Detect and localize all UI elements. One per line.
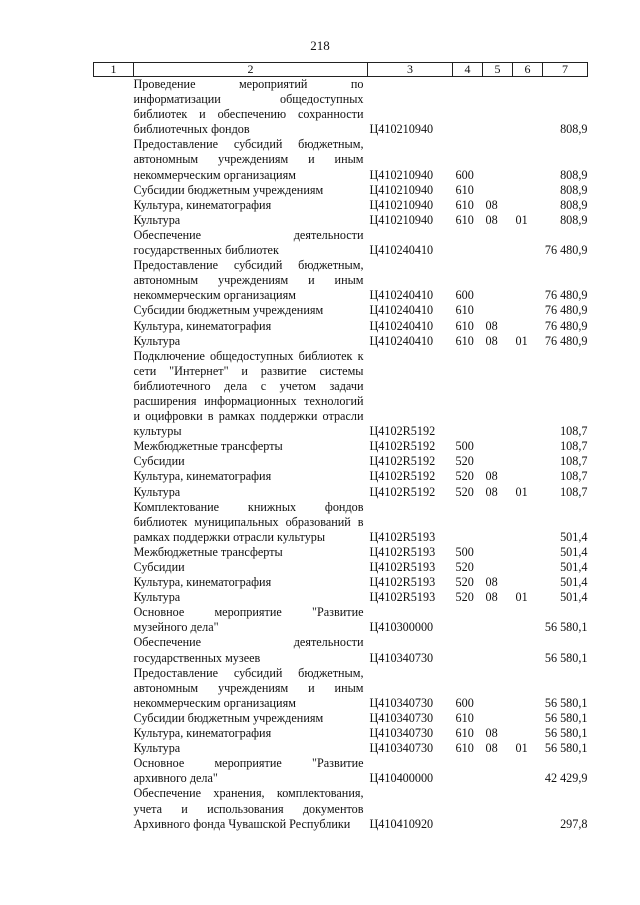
target-article-code: Ц4102R5192 [369, 424, 436, 439]
table-row [94, 439, 588, 454]
section-code: 08 [485, 469, 498, 484]
row-blank-cell [94, 228, 134, 258]
item-name: Обеспечение хранения, комплектования, учета и использования документов Архивного фонда Чувашской Республики [133, 786, 364, 831]
target-article-code: Ц4102R5192 [369, 469, 436, 484]
row-blank-cell [94, 319, 134, 334]
table-row [94, 319, 588, 334]
amount: 808,9 [560, 197, 588, 212]
item-name: Субсидии бюджетным учреждениям [133, 182, 324, 197]
column-number-5: 5 [483, 63, 513, 77]
table-row [94, 635, 588, 665]
row-blank-cell [94, 756, 134, 786]
subsection-code [513, 605, 543, 635]
expense-type-code: 610 [455, 182, 474, 197]
row-blank-cell [94, 349, 134, 440]
row-blank-cell [94, 183, 134, 198]
expense-type-code [453, 77, 483, 138]
subsection-code [513, 137, 543, 182]
target-article-code: Ц410340730 [369, 650, 434, 665]
target-article-code: Ц4102R5193 [369, 544, 436, 559]
section-code: 08 [485, 197, 498, 212]
item-name: Основное мероприятие "Развитие музейного дела" [133, 605, 364, 635]
expense-type-code [453, 605, 483, 635]
row-blank-cell [94, 635, 134, 665]
table-row [94, 590, 588, 605]
table-row [94, 666, 588, 711]
target-article-code: Ц410400000 [369, 771, 434, 786]
expense-type-code: 520 [455, 560, 474, 574]
subsection-code [513, 198, 543, 213]
table-row [94, 469, 588, 484]
item-name: Культура [133, 484, 181, 499]
column-number-row [94, 63, 588, 77]
item-name: Межбюджетные трансферты [133, 544, 283, 559]
item-name: Обеспечение деятельности государственных музеев [133, 635, 364, 665]
target-article-code: Ц410240410 [369, 318, 434, 333]
item-name: Субсидии бюджетным учреждениям [133, 303, 324, 318]
expense-type-code [453, 786, 483, 831]
section-code [483, 666, 513, 711]
page-number: 218 [310, 38, 330, 53]
section-code [483, 258, 513, 303]
subsection-code: 01 [515, 741, 528, 756]
target-article-code: Ц4102R5192 [369, 439, 436, 454]
row-blank-cell [94, 334, 134, 349]
section-code [483, 756, 513, 786]
row-blank-cell [94, 198, 134, 213]
table-row [94, 485, 588, 500]
amount: 108,7 [560, 454, 588, 469]
section-code [483, 454, 513, 469]
target-article-code: Ц410210940 [369, 122, 434, 137]
subsection-code: 01 [515, 333, 528, 348]
subsection-code [513, 454, 543, 469]
section-code: 08 [485, 333, 498, 348]
table-row [94, 454, 588, 469]
subsection-code [513, 711, 543, 726]
item-name: Культура [133, 212, 181, 227]
subsection-code [513, 228, 543, 258]
target-article-code: Ц410340730 [369, 695, 434, 710]
section-code [483, 228, 513, 258]
row-blank-cell [94, 469, 134, 484]
table-row [94, 183, 588, 198]
table-header [94, 63, 588, 77]
amount: 108,7 [560, 439, 588, 454]
expense-type-code: 520 [455, 469, 474, 484]
table-row [94, 500, 588, 545]
amount: 108,7 [560, 424, 588, 439]
row-blank-cell [94, 590, 134, 605]
section-code [483, 303, 513, 318]
item-name: Культура, кинематография [133, 197, 272, 212]
amount: 56 580,1 [544, 695, 588, 710]
target-article-code: Ц410410920 [369, 816, 434, 831]
target-article-code: Ц4102R5193 [369, 575, 436, 590]
subsection-code [513, 319, 543, 334]
item-name: Проведение мероприятий по информатизации общедоступных библиотек и обеспечению сохранности библиотечных фондов [133, 77, 364, 137]
subsection-code [513, 560, 543, 575]
row-blank-cell [94, 439, 134, 454]
subsection-code [513, 500, 543, 545]
amount: 808,9 [560, 212, 588, 227]
subsection-code [513, 349, 543, 440]
column-number-7: 7 [543, 63, 588, 77]
section-code: 08 [485, 212, 498, 227]
table-row [94, 334, 588, 349]
item-name: Культура [133, 333, 181, 348]
table-row [94, 575, 588, 590]
section-code: 08 [485, 590, 498, 605]
table-row [94, 741, 588, 756]
amount: 76 480,9 [544, 318, 588, 333]
section-code [483, 439, 513, 454]
item-name: Предоставление субсидий бюджетным, автономным учреждениям и иным некоммерческим организациям [133, 137, 364, 182]
section-code: 08 [485, 575, 498, 590]
expense-type-code: 610 [455, 303, 474, 318]
row-blank-cell [94, 137, 134, 182]
row-blank-cell [94, 605, 134, 635]
subsection-code [513, 666, 543, 711]
table-row [94, 137, 588, 182]
row-blank-cell [94, 500, 134, 545]
section-code [483, 635, 513, 665]
item-name: Комплектование книжных фондов библиотек муниципальных образований в рамках поддержки отрасли культуры [133, 499, 364, 544]
item-name: Субсидии бюджетным учреждениям [133, 710, 324, 725]
expense-type-code: 610 [455, 197, 474, 212]
amount: 56 580,1 [544, 741, 588, 756]
expense-type-code: 500 [455, 439, 474, 454]
column-number-1: 1 [94, 63, 134, 77]
expense-type-code [453, 500, 483, 545]
row-blank-cell [94, 575, 134, 590]
amount: 108,7 [560, 469, 588, 484]
subsection-code [513, 258, 543, 303]
budget-table [93, 62, 588, 832]
item-name: Культура [133, 741, 181, 756]
table-row [94, 303, 588, 318]
section-code: 08 [485, 741, 498, 756]
item-name: Культура, кинематография [133, 469, 272, 484]
target-article-code: Ц4102R5193 [369, 560, 436, 574]
item-name: Субсидии [133, 560, 185, 574]
amount: 297,8 [560, 816, 588, 831]
amount: 501,4 [560, 575, 588, 590]
expense-type-code: 610 [455, 333, 474, 348]
section-code [483, 786, 513, 831]
column-number-4: 4 [453, 63, 483, 77]
amount: 42 429,9 [544, 771, 588, 786]
subsection-code [513, 183, 543, 198]
expense-type-code: 520 [455, 484, 474, 499]
table-row [94, 258, 588, 303]
table-row [94, 726, 588, 741]
expense-type-code: 610 [455, 741, 474, 756]
subsection-code [513, 635, 543, 665]
target-article-code: Ц410340730 [369, 741, 434, 756]
row-blank-cell [94, 77, 134, 138]
section-code [483, 137, 513, 182]
target-article-code: Ц410240410 [369, 288, 434, 303]
section-code [483, 545, 513, 560]
table-row [94, 228, 588, 258]
expense-type-code: 600 [455, 288, 474, 303]
column-number-6: 6 [513, 63, 543, 77]
target-article-code: Ц410340730 [369, 710, 434, 725]
expense-type-code: 520 [455, 575, 474, 590]
section-code: 08 [485, 318, 498, 333]
section-code [483, 349, 513, 440]
amount: 501,4 [560, 529, 588, 544]
amount: 76 480,9 [544, 243, 588, 258]
table-row [94, 349, 588, 440]
expense-type-code [453, 635, 483, 665]
target-article-code: Ц4102R5192 [369, 454, 436, 469]
table-row [94, 605, 588, 635]
expense-type-code: 610 [455, 318, 474, 333]
item-name: Обеспечение деятельности государственных библиотек [133, 227, 364, 258]
table-body [94, 77, 588, 832]
section-code [483, 560, 513, 575]
section-code [483, 605, 513, 635]
target-article-code: Ц4102R5193 [369, 590, 436, 605]
target-article-code: Ц410300000 [369, 620, 434, 635]
expense-type-code: 600 [455, 695, 474, 710]
item-name: Предоставление субсидий бюджетным, автономным учреждениям и иным некоммерческим организациям [133, 665, 364, 710]
expense-type-code: 610 [455, 212, 474, 227]
subsection-code [513, 545, 543, 560]
item-name: Культура, кинематография [133, 318, 272, 333]
target-article-code: Ц410210940 [369, 197, 434, 212]
amount: 808,9 [560, 167, 588, 182]
table-row [94, 560, 588, 575]
item-name: Основное мероприятие "Развитие архивного дела" [133, 756, 364, 786]
target-article-code: Ц410210940 [369, 182, 434, 197]
table-row [94, 213, 588, 228]
expense-type-code: 600 [455, 167, 474, 182]
table-row [94, 756, 588, 786]
expense-type-code: 610 [455, 726, 474, 741]
column-number-2: 2 [134, 63, 368, 77]
row-blank-cell [94, 666, 134, 711]
subsection-code [513, 756, 543, 786]
amount: 501,4 [560, 560, 588, 574]
section-code [483, 77, 513, 138]
expense-type-code [453, 349, 483, 440]
subsection-code [513, 303, 543, 318]
target-article-code: Ц410210940 [369, 212, 434, 227]
amount: 76 480,9 [544, 288, 588, 303]
subsection-code [513, 77, 543, 138]
amount: 501,4 [560, 544, 588, 559]
row-blank-cell [94, 711, 134, 726]
amount: 56 580,1 [544, 620, 588, 635]
expense-type-code: 610 [455, 710, 474, 725]
row-blank-cell [94, 454, 134, 469]
subsection-code [513, 575, 543, 590]
expense-type-code: 520 [455, 590, 474, 605]
row-blank-cell [94, 560, 134, 575]
target-article-code: Ц4102R5192 [369, 484, 436, 499]
item-name: Предоставление субсидий бюджетным, автономным учреждениям и иным некоммерческим организациям [133, 258, 364, 303]
subsection-code: 01 [515, 212, 528, 227]
expense-type-code [453, 756, 483, 786]
subsection-code: 01 [515, 484, 528, 499]
target-article-code: Ц410340730 [369, 726, 434, 741]
row-blank-cell [94, 545, 134, 560]
amount: 56 580,1 [544, 650, 588, 665]
target-article-code: Ц410240410 [369, 243, 434, 258]
item-name: Культура, кинематография [133, 575, 272, 590]
row-blank-cell [94, 741, 134, 756]
target-article-code: Ц410210940 [369, 167, 434, 182]
item-name: Субсидии [133, 454, 185, 469]
item-name: Подключение общедоступных библиотек к сети "Интернет" и развитие системы библиотечного дела с учетом задачи расширения информационных технологий и оцифровки в рамках поддержки отрасли культуры [133, 348, 364, 439]
row-blank-cell [94, 786, 134, 831]
expense-type-code [453, 228, 483, 258]
amount: 808,9 [560, 122, 588, 137]
target-article-code: Ц4102R5193 [369, 529, 436, 544]
amount: 56 580,1 [544, 726, 588, 741]
item-name: Культура [133, 590, 181, 605]
subsection-code [513, 439, 543, 454]
expense-type-code: 520 [455, 454, 474, 469]
amount: 808,9 [560, 182, 588, 197]
subsection-code [513, 469, 543, 484]
section-code: 08 [485, 726, 498, 741]
table-row [94, 545, 588, 560]
row-blank-cell [94, 213, 134, 228]
section-code [483, 711, 513, 726]
amount: 56 580,1 [544, 710, 588, 725]
amount: 108,7 [560, 484, 588, 499]
row-blank-cell [94, 485, 134, 500]
subsection-code [513, 726, 543, 741]
target-article-code: Ц410240410 [369, 303, 434, 318]
amount: 76 480,9 [544, 333, 588, 348]
target-article-code: Ц410240410 [369, 333, 434, 348]
amount: 501,4 [560, 590, 588, 605]
item-name: Межбюджетные трансферты [133, 439, 283, 454]
section-code: 08 [485, 484, 498, 499]
section-code [483, 183, 513, 198]
row-blank-cell [94, 258, 134, 303]
row-blank-cell [94, 726, 134, 741]
table-row [94, 786, 588, 831]
table-row [94, 711, 588, 726]
table-row [94, 77, 588, 138]
subsection-code: 01 [515, 590, 528, 605]
column-number-3: 3 [368, 63, 453, 77]
row-blank-cell [94, 303, 134, 318]
table-row [94, 198, 588, 213]
amount: 76 480,9 [544, 303, 588, 318]
subsection-code [513, 786, 543, 831]
section-code [483, 500, 513, 545]
expense-type-code: 500 [455, 544, 474, 559]
item-name: Культура, кинематография [133, 726, 272, 741]
